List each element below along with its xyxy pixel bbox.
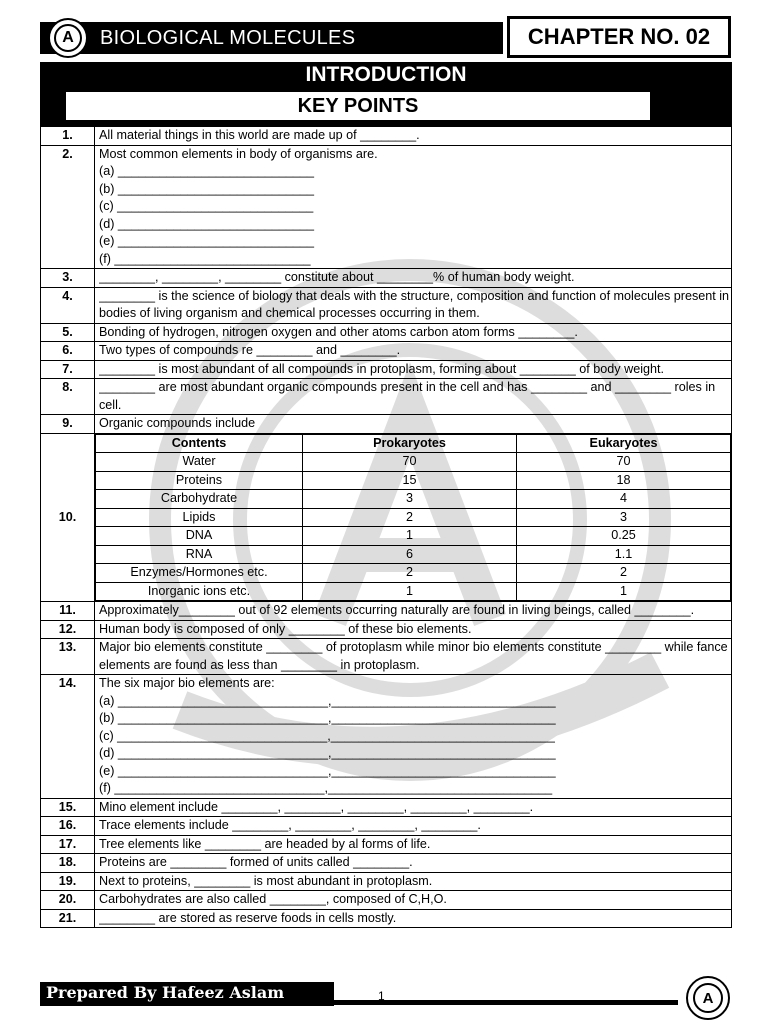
eukaryote-value: 0.25 xyxy=(517,527,731,546)
eukaryote-value: 4 xyxy=(517,490,731,509)
composition-row xyxy=(96,471,731,490)
question-text: Trace elements include ________, ________, ________, ________. xyxy=(99,818,481,832)
content-name: DNA xyxy=(96,527,303,546)
question-text: ________ is the science of biology that deals with the structure, composition and function of molecules present in bodies of living organism and chemical processes occurring in them. xyxy=(99,288,730,320)
blank-line: (a) ______________________________,________________________________ xyxy=(99,693,556,708)
row-number: 3. xyxy=(41,269,95,288)
table-row xyxy=(41,817,732,836)
row-number: 4. xyxy=(41,287,95,323)
table-row xyxy=(41,287,732,323)
table-row xyxy=(41,415,732,434)
table-row xyxy=(41,433,732,602)
question-text: Approximately________ out of 92 elements occurring naturally are found in living beings, called ________. xyxy=(99,603,695,617)
question-text: Major bio elements constitute ________ of protoplasm while minor bio elements constitute ________ while fance elements are found as less than ________ in protoplasm. xyxy=(99,640,728,672)
table-row xyxy=(41,379,732,415)
prokaryote-value: 1 xyxy=(303,527,517,546)
prokaryote-value: 6 xyxy=(303,545,517,564)
blank-line: (f) ______________________________,________________________________ xyxy=(99,781,553,795)
eukaryote-value: 2 xyxy=(517,564,731,583)
subject-title: BIOLOGICAL MOLECULES xyxy=(100,27,356,49)
composition-row xyxy=(96,453,731,472)
footer-divider xyxy=(334,1000,678,1005)
question-text: ________ are stored as reserve foods in cells mostly. xyxy=(99,910,397,925)
question-text: Proteins are ________ formed of units called ________. xyxy=(99,855,413,869)
question-text: All material things in this world are made up of ________. xyxy=(99,128,420,142)
composition-row xyxy=(96,508,731,527)
composition-table xyxy=(95,434,731,602)
prokaryote-value: 15 xyxy=(303,471,517,490)
table-row xyxy=(41,891,732,910)
row-number: 14. xyxy=(41,675,95,799)
table-row xyxy=(41,675,732,799)
content-name: Lipids xyxy=(96,508,303,527)
header-prokaryotes: Prokaryotes xyxy=(303,434,517,453)
blank-line: (c) ______________________________,________________________________ xyxy=(99,728,555,743)
row-number: 1. xyxy=(41,127,95,146)
content-name: Carbohydrate xyxy=(96,490,303,509)
question-text: Tree elements like ________ are headed by al forms of life. xyxy=(99,836,431,851)
blank-line: (e) ______________________________,________________________________ xyxy=(99,763,556,778)
question-text: ________ are most abundant organic compounds present in the cell and has ________ and ________ roles in cell. xyxy=(99,380,716,412)
row-number: 5. xyxy=(41,323,95,342)
row-number: 7. xyxy=(41,360,95,379)
table-row xyxy=(41,620,732,639)
row-number: 6. xyxy=(41,342,95,361)
eukaryote-value: 1.1 xyxy=(517,545,731,564)
table-row xyxy=(41,872,732,891)
prokaryote-value: 70 xyxy=(303,453,517,472)
table-row xyxy=(41,639,732,675)
row-number: 13. xyxy=(41,639,95,675)
prokaryote-value: 2 xyxy=(303,508,517,527)
table-row xyxy=(41,835,732,854)
row-number: 2. xyxy=(41,145,95,269)
blank-line: (c) ____________________________ xyxy=(99,199,314,213)
composition-row xyxy=(96,545,731,564)
blank-line: (a) ____________________________ xyxy=(99,164,315,178)
prokaryote-value: 2 xyxy=(303,564,517,583)
table-row xyxy=(41,602,732,621)
row-number: 15. xyxy=(41,798,95,817)
question-text: Two types of compounds re ________ and ________. xyxy=(99,343,401,357)
eukaryote-value: 1 xyxy=(517,582,731,601)
table-row xyxy=(41,342,732,361)
composition-row xyxy=(96,564,731,583)
blank-line: (b) ____________________________ xyxy=(99,181,315,196)
blank-line: (f) ____________________________ xyxy=(99,251,311,266)
eukaryote-value: 3 xyxy=(517,508,731,527)
author-credit: Prepared By Hafeez Aslam xyxy=(46,983,285,1002)
table-row xyxy=(41,360,732,379)
row-number: 18. xyxy=(41,854,95,873)
content-name: Water xyxy=(96,453,303,472)
question-text: Organic compounds include xyxy=(99,416,256,430)
question-text: Human body is composed of only ________ of these bio elements. xyxy=(99,621,472,636)
content-name: Proteins xyxy=(96,471,303,490)
key-points-title: KEY POINTS xyxy=(66,92,650,120)
content-name: Inorganic ions etc. xyxy=(96,582,303,601)
question-text: Most common elements in body of organisms are. xyxy=(99,146,378,161)
prokaryote-value: 3 xyxy=(303,490,517,509)
composition-row xyxy=(96,527,731,546)
question-text: The six major bio elements are: xyxy=(99,676,275,690)
table-row xyxy=(41,798,732,817)
row-number: 20. xyxy=(41,891,95,910)
table-row xyxy=(41,854,732,873)
key-points-table xyxy=(40,126,732,928)
question-text: ________ is most abundant of all compounds in protoplasm, forming about ________ of body weight. xyxy=(99,361,664,376)
content-name: RNA xyxy=(96,545,303,564)
row-number: 21. xyxy=(41,909,95,928)
question-text: ________, ________, ________ constitute about ________% of human body weight. xyxy=(99,270,575,284)
header-eukaryotes: Eukaryotes xyxy=(517,434,731,453)
blank-line: (d) ____________________________ xyxy=(99,216,315,231)
table-row xyxy=(41,145,732,269)
chapter-label: CHAPTER NO. 02 xyxy=(507,16,731,58)
composition-header-row xyxy=(96,434,731,453)
blank-line: (d) ______________________________,________________________________ xyxy=(99,746,556,760)
eukaryote-value: 18 xyxy=(517,471,731,490)
academy-logo xyxy=(48,18,88,58)
question-text: Bonding of hydrogen, nitrogen oxygen and other atoms carbon atom forms ________. xyxy=(99,324,578,339)
eukaryote-value: 70 xyxy=(517,453,731,472)
table-row xyxy=(41,323,732,342)
intro-title: INTRODUCTION xyxy=(305,63,467,86)
blank-line: (b) ______________________________,________________________________ xyxy=(99,711,556,725)
table-row xyxy=(41,127,732,146)
row-number: 11. xyxy=(41,602,95,621)
question-text: Mino element include ________, ________, ________, ________, ________. xyxy=(99,799,534,814)
row-number: 10. xyxy=(41,433,95,602)
header-contents: Contents xyxy=(96,434,303,453)
footer-logo-letter: A xyxy=(693,983,723,1013)
table-row xyxy=(41,909,732,928)
row-number: 17. xyxy=(41,835,95,854)
composition-row xyxy=(96,582,731,601)
blank-line: (e) ____________________________ xyxy=(99,234,315,248)
row-number: 16. xyxy=(41,817,95,836)
logo-letter: A xyxy=(54,24,82,52)
footer-logo xyxy=(686,976,730,1020)
composition-row xyxy=(96,490,731,509)
row-number: 12. xyxy=(41,620,95,639)
prokaryote-value: 1 xyxy=(303,582,517,601)
content-name: Enzymes/Hormones etc. xyxy=(96,564,303,583)
question-text: Carbohydrates are also called ________, composed of C,H,O. xyxy=(99,892,447,906)
row-number: 19. xyxy=(41,872,95,891)
row-number: 8. xyxy=(41,379,95,415)
question-text: Next to proteins, ________ is most abundant in protoplasm. xyxy=(99,873,433,888)
row-number: 9. xyxy=(41,415,95,434)
page-number: 1 xyxy=(378,989,385,1003)
table-row xyxy=(41,269,732,288)
